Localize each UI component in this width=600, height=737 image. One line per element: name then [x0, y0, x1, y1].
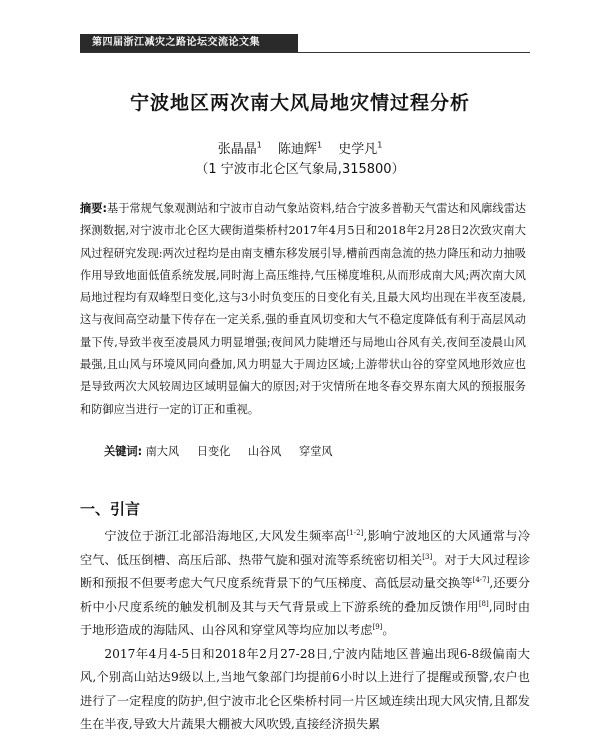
section-heading: 一、引言: [80, 500, 141, 518]
header-banner: 第四届浙江减灾之路论坛交流论文集: [80, 34, 298, 52]
body-text: [80, 525, 530, 737]
keywords-label: 关键词:: [104, 445, 143, 458]
keyword: 南大风: [145, 445, 180, 458]
paragraph: 2017年4月4-5日和2018年2月27-28日,宁波内陆地区普遍出现6-8级偏南大风,个别高山站达9级以上,当地气象部门均提前6小时以上进行了提醒或预警,农户也进行了一定程度的防护,但宁波市北仑区柴桥村同一片区域连续出现大风灾情,且都发生在半夜,导致大片蔬果大棚被大风吹毁,直接经济损失累: [80, 646, 530, 731]
abstract-label: 摘要:: [80, 202, 107, 215]
author: 陈迪辉$^1$: [277, 140, 323, 157]
paper-title: 宁波地区两次南大风局地灾情过程分析: [129, 92, 470, 114]
paragraph: 宁波位于浙江北部沿海地区,大风发生频率高[1-2],影响宁波地区的大风通常与冷空气、低压倒槽、高压后部、热带气旋和强对流等系统密切相关[3]。对于大风过程诊断和预报不但要考虑大气尺度系统背景下的气压梯度、高低层动量交换等[4-7],还要分析中小尺度系统的触发机制及其与天气背景或上下游系统的叠加反馈作用[8],同时由于地形造成的海陆风、山谷风和穿堂风等均应加以考虑[9]。: [80, 528, 531, 637]
citation: [4-7]: [472, 575, 490, 584]
header-rule: [80, 52, 530, 53]
citation: [3]: [422, 552, 433, 561]
abstract-text: 基于常规气象观测站和宁波市自动气象站资料,结合宁波多普勒天气雷达和风廓线雷达探测数据,对宁波市北仑区大碶街道柴桥村2017年4月5日和2018年2月28日2次致灾南大风过程研究发现:两次过程均是由南支槽东移发展引导,槽前西南急流的热力降压和动力抽吸作用导致地面低值系统发展,同时海上高压维持,气压梯度堆积,从而形成南大风;两次南大风局地过程均有双峰型日变化,这与3小时负变压的日变化有关,且最大风均出现在半夜至凌晨,这与夜间高空动量下传存在一定关系,强的垂直风切变和大气不稳定度降低有利于高层风动量下传,导致半夜至凌晨风力明显增强;夜间风力陡增还与局地山谷风有关,夜间至凌晨山风最强,且山风与环境风同向叠加,风力明显大于周边区域;上游带状山谷的穿堂风地形效应也是导致两次大风较周边区域明显偏大的原因;对于灾情所在地冬春交界东南大风的预报服务和防御应当进行一定的订正和重视。: [80, 202, 526, 416]
author: 张晶晶$^1$: [217, 140, 262, 157]
keyword: 穿堂风: [299, 445, 333, 458]
author-list: [0, 138, 600, 157]
citation: [9]: [372, 622, 383, 631]
author: 史学凡$^1$: [338, 140, 383, 157]
keyword: 日变化: [196, 445, 231, 458]
citation: [1-2]: [346, 528, 364, 537]
keyword: 山谷风: [247, 445, 282, 458]
abstract: [80, 198, 526, 421]
citation: [8]: [478, 599, 489, 608]
keywords: [104, 443, 524, 459]
affiliation: （1 宁波市北仑区气象局,315800）: [195, 162, 405, 177]
